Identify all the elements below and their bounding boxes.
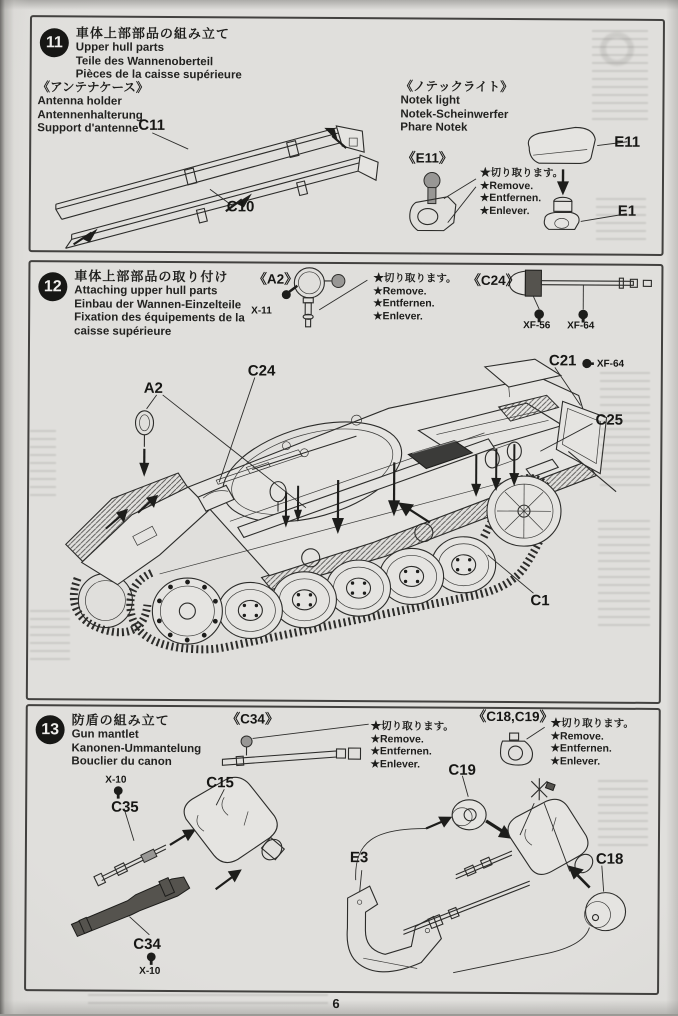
- tank-assembly-diagram: [55, 348, 651, 690]
- notek-light-heading: [400, 79, 512, 135]
- step-12-badge: 12: [38, 272, 67, 301]
- callout-c24-label: 《C24》: [467, 273, 519, 288]
- paint-label-x10-top: X-10: [105, 775, 126, 786]
- remove-instructions-e11: [480, 167, 563, 218]
- part-label-c19: C19: [448, 763, 476, 779]
- diagram-label-c24: C24: [248, 363, 276, 379]
- callout-a2-label: 《A2》: [253, 271, 297, 286]
- notek-heading-ja: 《ノテックライト》: [401, 79, 513, 95]
- bleedthrough-ghost: [598, 520, 650, 630]
- bleedthrough-ghost: [598, 780, 648, 850]
- step-11-title: [76, 25, 243, 83]
- part-label-c18: C18: [596, 852, 624, 868]
- remove-line-fr: ★Enlever.: [480, 204, 563, 217]
- step-12-title-fr: Fixation des équipements de la caisse supérieure: [74, 311, 274, 339]
- part-label-c34: C34: [133, 937, 161, 953]
- remove-line-en: ★Remove.: [373, 285, 456, 298]
- paint-pin-icon: [112, 786, 124, 800]
- step-11-title-fr: Pièces de la caisse supérieure: [76, 68, 242, 83]
- bleedthrough-ghost: [88, 994, 328, 1004]
- screw-icon: [531, 778, 555, 800]
- remove-line-de: ★Entfernen.: [480, 192, 563, 205]
- paint-label-x11: X-11: [251, 305, 272, 316]
- e11-remove-diagram: [404, 164, 478, 244]
- step-13-title-de: Kanonen-Ummantelung: [71, 742, 201, 756]
- antenna-heading-de: Antennenhalterung: [37, 109, 148, 123]
- step-12-title-de: Einbau der Wannen-Einzelteile: [74, 298, 289, 313]
- part-label-c11: C11: [138, 118, 165, 134]
- notek-heading-en: Notek light: [400, 94, 512, 108]
- part-label-c10: C10: [227, 199, 255, 215]
- notek-heading-fr: Phare Notek: [400, 121, 512, 135]
- remove-line-fr: ★Enlever.: [550, 755, 633, 768]
- step-13-title-ja: 防盾の組み立て: [72, 712, 202, 729]
- diagram-label-a2: A2: [144, 381, 163, 397]
- callout-e11-label: 《E11》: [402, 150, 452, 165]
- notek-heading-de: Notek-Scheinwerfer: [400, 108, 512, 122]
- diagram-label-c25: C25: [595, 413, 623, 429]
- step-11-title-ja: 車体上部部品の組み立て: [76, 25, 242, 42]
- step-12-title-ja: 車体上部部品の取り付け: [74, 268, 289, 285]
- page-number: 6: [0, 994, 675, 1013]
- step-11-title-en: Upper hull parts: [76, 41, 242, 56]
- remove-line-en: ★Remove.: [371, 733, 454, 746]
- step-13-title-en: Gun mantlet: [72, 728, 202, 742]
- bleedthrough-ghost: [30, 430, 56, 500]
- callout-c18c19-label: 《C18,C19》: [473, 709, 553, 724]
- antenna-holder-heading: [37, 80, 148, 136]
- diagram-label-c1: C1: [530, 593, 549, 609]
- remove-line-de: ★Entfernen.: [550, 742, 633, 755]
- diagram-label-c21: C21: [549, 353, 577, 369]
- step-13-badge: 13: [36, 715, 65, 744]
- step-11-title-de: Teile des Wannenoberteil: [76, 55, 242, 70]
- paint-pin-icon: [145, 952, 157, 966]
- antenna-heading-fr: Support d'antenne: [37, 122, 148, 136]
- bleedthrough-ghost: [600, 372, 650, 492]
- remove-line-en: ★Remove.: [480, 179, 563, 192]
- remove-line-fr: ★Enlever.: [370, 758, 453, 771]
- diagram-label-c21-paint: XF-64: [597, 359, 624, 370]
- bleedthrough-ghost: [600, 32, 634, 66]
- remove-line-de: ★Entfernen.: [373, 297, 456, 310]
- callout-c34-label: 《C34》: [227, 711, 279, 726]
- remove-instructions-c18c19: [550, 717, 633, 768]
- paint-label-xf64: XF-64: [567, 320, 594, 331]
- antenna-heading-ja: 《アンテナケース》: [38, 80, 149, 96]
- step-11-badge: 11: [40, 28, 69, 57]
- gun-mantlet-left-diagram: [57, 766, 310, 984]
- part-label-e1: E1: [618, 204, 636, 220]
- part-label-c35: C35: [111, 800, 139, 816]
- remove-line-de: ★Entfernen.: [370, 745, 453, 758]
- paint-label-x10-bottom: X-10: [139, 966, 160, 977]
- step-13-title: [71, 712, 201, 769]
- step-12-title-en: Attaching upper hull parts: [74, 284, 289, 299]
- bleedthrough-ghost: [30, 610, 70, 666]
- remove-line-fr: ★Enlever.: [373, 310, 456, 323]
- step-13-title-fr: Bouclier du canon: [71, 755, 201, 769]
- paint-label-xf56: XF-56: [523, 320, 550, 331]
- part-label-c15: C15: [206, 775, 234, 791]
- remove-line-ja: ★切り取ります。: [371, 720, 454, 733]
- part-label-e3: E3: [350, 850, 368, 866]
- remove-instructions-c34: [370, 720, 453, 771]
- remove-line-ja: ★切り取ります。: [551, 717, 634, 730]
- part-label-e11: E11: [614, 135, 640, 151]
- remove-line-ja: ★切り取ります。: [373, 272, 456, 285]
- remove-line-ja: ★切り取ります。: [480, 167, 563, 180]
- bleedthrough-ghost: [596, 198, 646, 240]
- antenna-heading-en: Antenna holder: [37, 95, 148, 109]
- remove-line-en: ★Remove.: [551, 730, 634, 743]
- paint-pin-icon: [581, 356, 595, 370]
- remove-instructions-a2: [373, 272, 456, 323]
